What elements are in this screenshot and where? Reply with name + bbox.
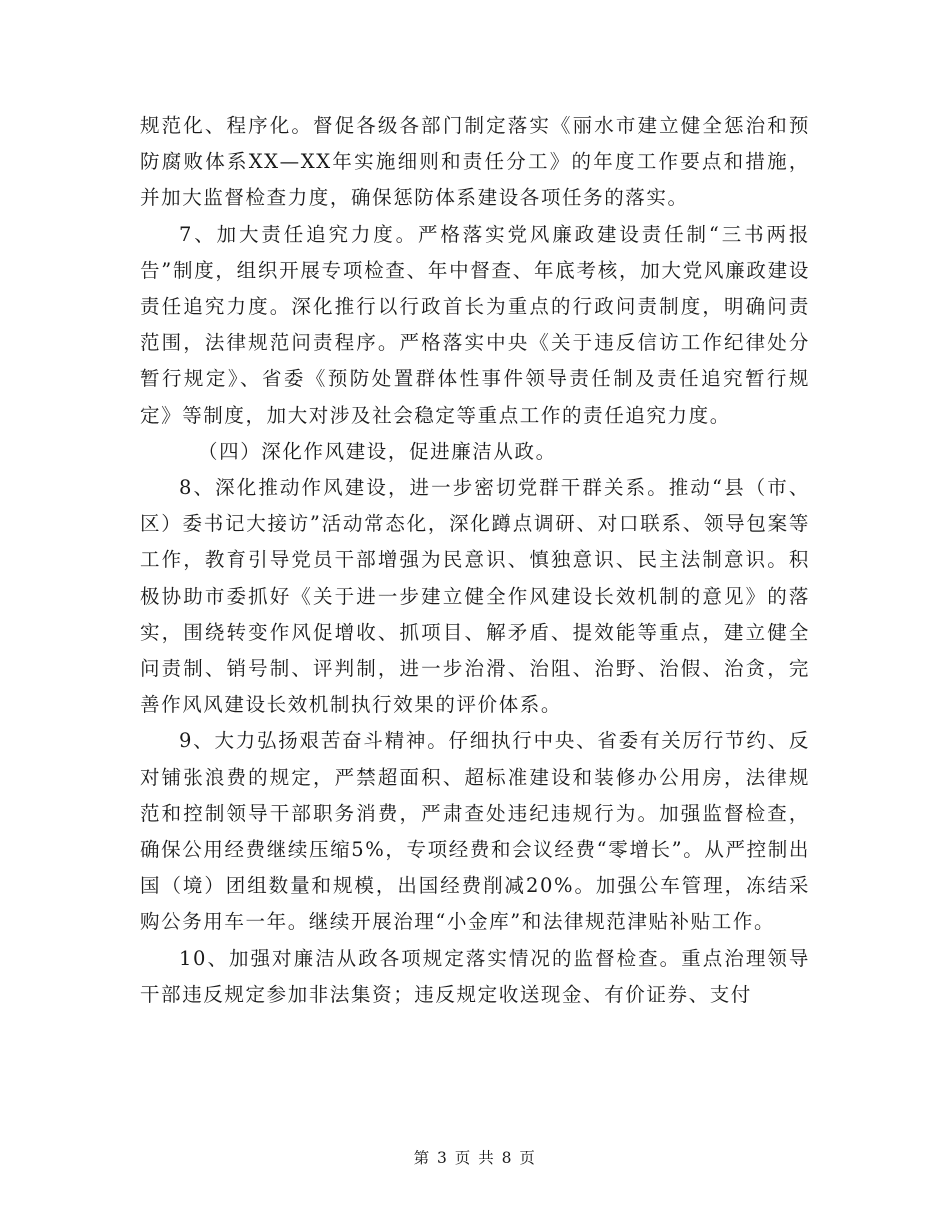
- section-heading-4: （四）深化作风建设，促进廉洁从政。: [198, 439, 557, 463]
- page-number-footer: 第 3 页 共 8 页: [413, 1149, 537, 1167]
- paragraph-item-8: 8、深化推动作风建设，进一步密切党群干群关系。推动“县（市、区）委书记大接访”活动常态化，深化蹲点调研、对口联系、领导包案等工作，教育引导党员干部增强为民意识、慎独意识、民主法制意识。积极协助市委抓好《关于进一步建立健全作风建设长效机制的意见》的落实，围绕转变作风促增收、抓项目、解矛盾、提效能等重点，建立健全问责制、销号制、评判制，进一步治滑、治阻、治野、治假、治贪，完善作风风建设长效机制执行效果的评价体系。: [140, 476, 810, 717]
- document-body: [140, 108, 810, 1013]
- paragraph-continuation: 规范化、程序化。督促各级各部门制定落实《丽水市建立健全惩治和预防腐败体系XX—XX年实施细则和责任分工》的年度工作要点和措施，并加大监督检查力度，确保惩防体系建设各项任务的落实。: [140, 114, 810, 210]
- paragraph-item-10: 10、加强对廉洁从政各项规定落实情况的监督检查。重点治理领导干部违反规定参加非法集资；违反规定收送现金、有价证券、支付: [140, 946, 810, 1006]
- paragraph-item-9: 9、大力弘扬艰苦奋斗精神。仔细执行中央、省委有关厉行节约、反对铺张浪费的规定，严禁超面积、超标准建设和装修办公用房，法律规范和控制领导干部职务消费，严肃查处违纪违规行为。加强监督检查，确保公用经费继续压缩5%，专项经费和会议经费“零增长”。从严控制出国（境）团组数量和规模，出国经费削减20%。加强公车管理，冻结采购公务用车一年。继续开展治理“小金库”和法律规范津贴补贴工作。: [140, 729, 810, 934]
- paragraph-item-7: 7、加大责任追究力度。严格落实党风廉政建设责任制“三书两报告”制度，组织开展专项检查、年中督查、年底考核，加大党风廉政建设责任追究力度。深化推行以行政首长为重点的行政问责制度，明确问责范围，法律规范问责程序。严格落实中央《关于违反信访工作纪律处分暂行规定》、省委《预防处置群体性事件领导责任制及责任追究暂行规定》等制度，加大对涉及社会稳定等重点工作的责任追究力度。: [140, 222, 810, 427]
